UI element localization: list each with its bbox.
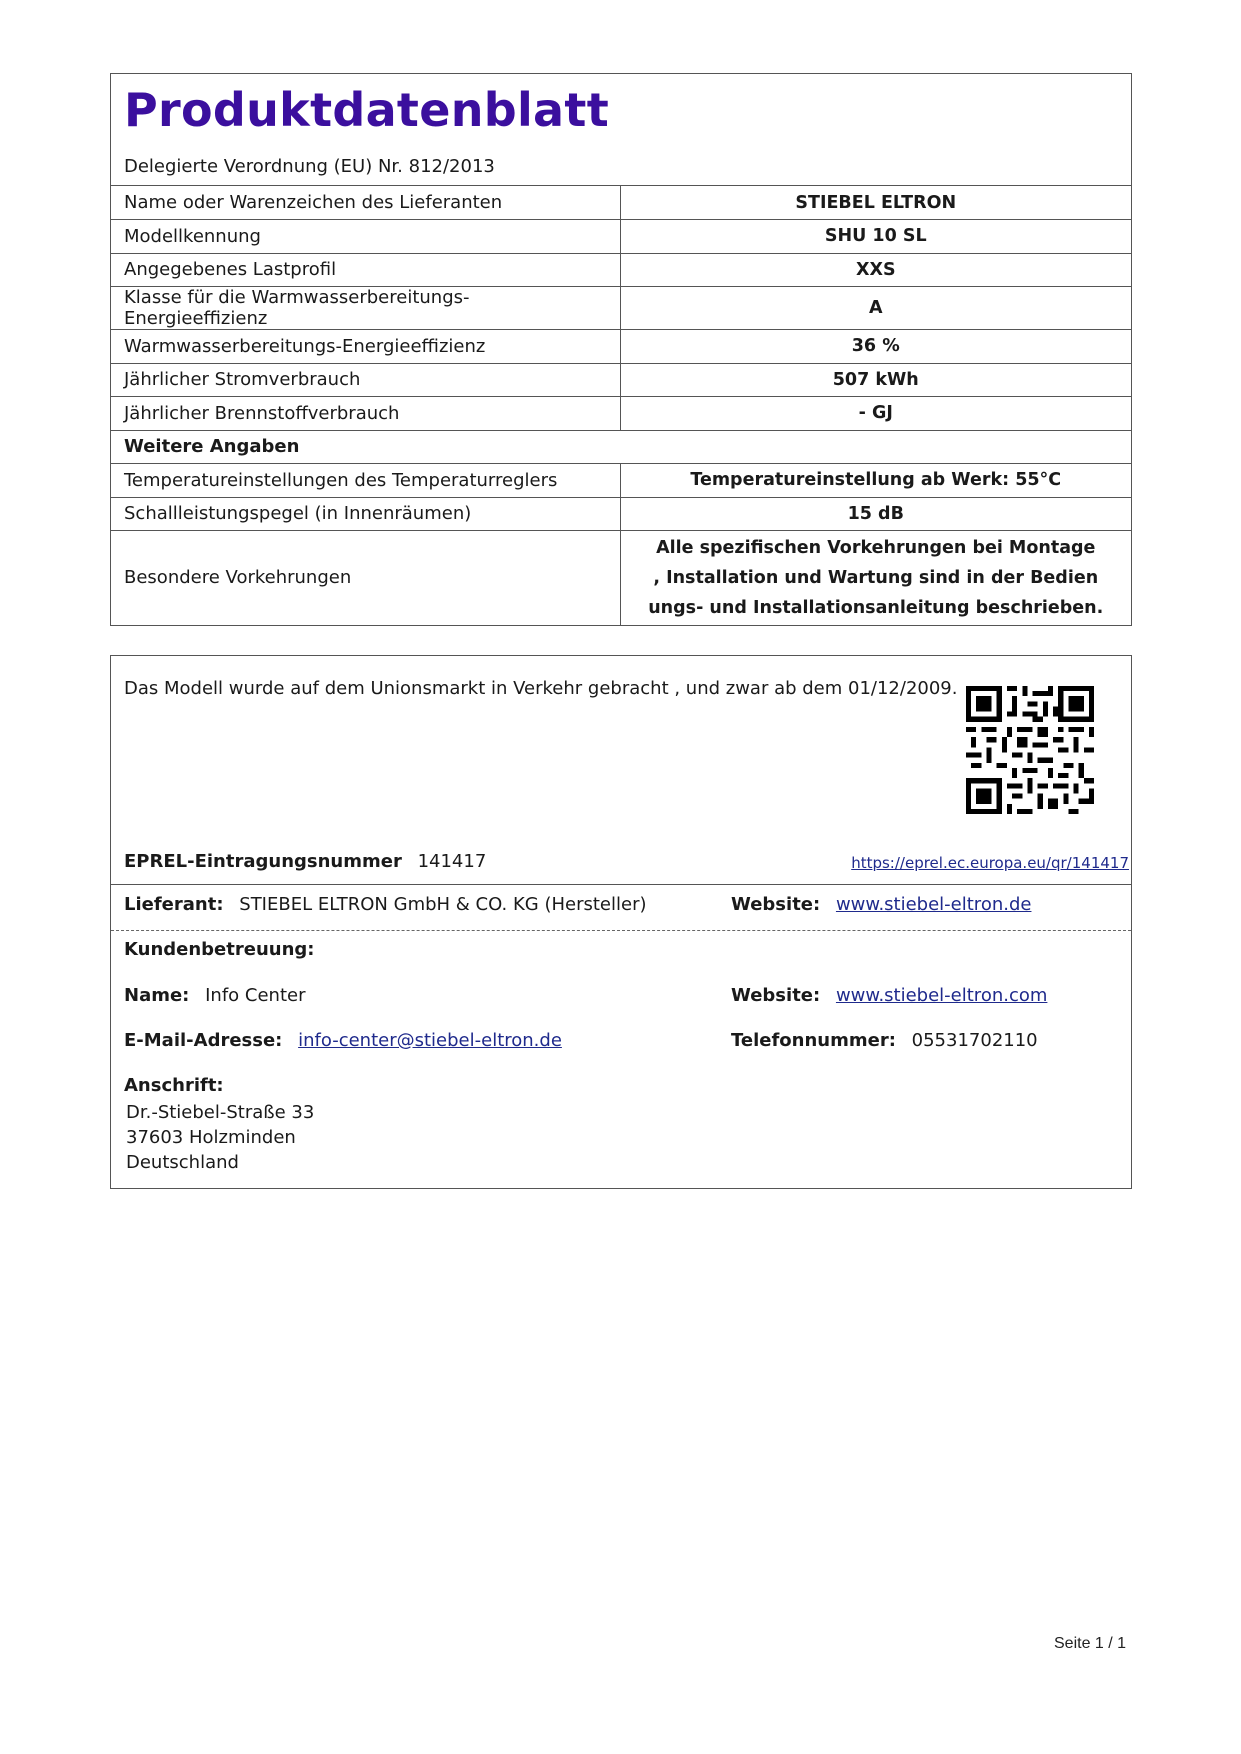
- eprel-number: 141417: [417, 851, 487, 872]
- customer-service-heading: [124, 939, 324, 960]
- table-row: [111, 531, 1131, 625]
- service-website-link[interactable]: www.stiebel-eltron.com: [835, 985, 1048, 1006]
- email-row: [124, 1030, 562, 1051]
- regulation-reference: Delegierte Verordnung (EU) Nr. 812/2013: [124, 156, 495, 177]
- market-statement: Das Modell wurde auf dem Unionsmarkt in Verkehr gebracht , und zwar ab dem 01/12/2009.: [124, 678, 958, 699]
- address-line: Deutschland: [126, 1152, 239, 1173]
- table-row: [111, 464, 1131, 498]
- website-label: Website:: [731, 894, 821, 915]
- row-label: Modellkennung: [111, 220, 620, 254]
- row-value: STIEBEL ELTRON: [795, 192, 957, 213]
- supplier-label: Lieferant:: [124, 894, 224, 915]
- address-line: 37603 Holzminden: [126, 1127, 296, 1148]
- table-row: [111, 330, 1131, 364]
- contact-name: Info Center: [205, 985, 306, 1006]
- spec-table: [111, 186, 1131, 625]
- address-heading: [124, 1075, 234, 1096]
- row-value: XXS: [620, 253, 1131, 287]
- supplier-website-row: [731, 894, 1031, 915]
- row-value: Temperatureinstellung ab Werk: 55°C: [620, 464, 1131, 498]
- website-label: Website:: [731, 985, 821, 1006]
- eprel-registration: [124, 851, 486, 872]
- product-data-sheet: [110, 73, 1132, 626]
- table-row: [111, 287, 1131, 330]
- phone-row: [731, 1030, 1038, 1051]
- table-row: [111, 186, 1131, 220]
- row-value: 507 kWh: [620, 363, 1131, 397]
- row-label: Jährlicher Brennstoffverbrauch: [111, 397, 620, 431]
- row-label: Name oder Warenzeichen des Lieferanten: [111, 186, 620, 220]
- address-block: [126, 1100, 314, 1175]
- row-label: Schallleistungspegel (in Innenräumen): [111, 497, 620, 531]
- row-label: Temperatureinstellungen des Temperaturreglers: [111, 464, 620, 498]
- row-value: A: [620, 287, 1131, 330]
- name-label: Name:: [124, 985, 190, 1006]
- row-label: Angegebenes Lastprofil: [111, 253, 620, 287]
- table-row: [111, 220, 1131, 254]
- contact-name-row: [124, 985, 305, 1006]
- phone-label: Telefonnummer:: [731, 1030, 896, 1051]
- page-number: Seite 1 / 1: [1054, 1635, 1127, 1652]
- supplier-name-row: [124, 894, 647, 915]
- table-row: [111, 497, 1131, 531]
- supplier-name: STIEBEL ELTRON GmbH & CO. KG (Hersteller): [239, 894, 647, 915]
- eprel-label: EPREL-Eintragungsnummer: [124, 851, 402, 872]
- eprel-link[interactable]: https://eprel.ec.europa.eu/qr/141417: [851, 854, 1129, 872]
- section-heading-row: [111, 430, 1131, 464]
- row-label: Klasse für die Warmwasserbereitungs-Energieeffizienz: [111, 287, 620, 330]
- table-row: [111, 253, 1131, 287]
- qr-code[interactable]: [966, 686, 1094, 814]
- header: [111, 74, 1131, 186]
- supplier-website-link[interactable]: www.stiebel-eltron.de: [835, 894, 1032, 915]
- row-value: 36 %: [620, 330, 1131, 364]
- precautions-line: ungs- und Installationsanleitung beschrieben.: [648, 597, 1104, 618]
- row-label: Warmwasserbereitungs-Energieeffizienz: [111, 330, 620, 364]
- row-label: Besondere Vorkehrungen: [111, 531, 620, 625]
- row-label: Jährlicher Stromverbrauch: [111, 363, 620, 397]
- address-line: Dr.-Stiebel-Straße 33: [126, 1102, 315, 1123]
- phone-number: 05531702110: [911, 1030, 1038, 1051]
- further-info-heading: Weitere Angaben: [111, 430, 1131, 464]
- market-supplier-box: [110, 655, 1132, 1189]
- row-value: - GJ: [620, 397, 1131, 431]
- email-link[interactable]: info-center@stiebel-eltron.de: [298, 1030, 562, 1051]
- customer-service-label: Kundenbetreuung:: [124, 939, 315, 960]
- table-row: [111, 363, 1131, 397]
- table-row: [111, 397, 1131, 431]
- row-value: SHU 10 SL: [620, 220, 1131, 254]
- row-value: 15 dB: [620, 497, 1131, 531]
- service-website-row: [731, 985, 1047, 1006]
- email-label: E-Mail-Adresse:: [124, 1030, 283, 1051]
- precautions-line: Alle spezifischen Vorkehrungen bei Montage: [656, 537, 1096, 558]
- address-label: Anschrift:: [124, 1075, 224, 1096]
- divider: [111, 884, 1131, 885]
- precautions-value: [620, 531, 1131, 625]
- dashed-divider: [111, 930, 1131, 931]
- precautions-line: , Installation und Wartung sind in der Bedien: [653, 567, 1099, 588]
- page-title: Produktdatenblatt: [124, 83, 609, 137]
